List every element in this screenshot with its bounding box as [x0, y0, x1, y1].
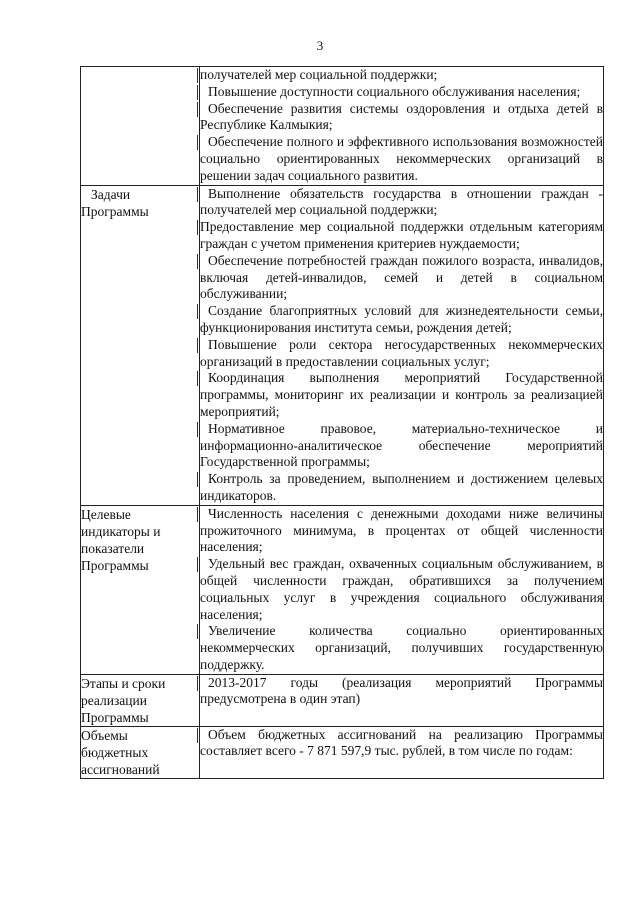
label-line: ассигнований — [81, 761, 160, 777]
table-row — [81, 505, 604, 674]
program-passport-table — [80, 66, 604, 779]
row-label — [81, 505, 200, 674]
label-line: Целевые — [81, 506, 131, 522]
table-row — [81, 185, 604, 505]
table-row — [81, 726, 604, 778]
row-label — [81, 726, 200, 778]
label-line: Программы — [81, 203, 149, 219]
table-row — [81, 67, 604, 186]
paragraph: Создание благоприятных условий для жизнедеятельности семьи, функционирования института семьи, рождения детей; — [200, 303, 603, 335]
table-row — [81, 674, 604, 726]
paragraph: Нормативное правовое, материально-техническое и информационно-аналитическое обеспечение мероприятий Государственной программы; — [200, 420, 603, 470]
row-label — [81, 185, 200, 505]
label-line: индикаторы и — [81, 523, 161, 539]
row-content — [200, 674, 604, 726]
label-line: Программы — [81, 557, 149, 573]
paragraph: Повышение роли сектора негосударственных некоммерческих организаций в предоставлении социальных услуг; — [200, 336, 603, 369]
label-line: бюджетных — [81, 744, 149, 760]
paragraph: Обеспечение полного и эффективного использования возможностей социально ориентированных некоммерческих организаций в решении задач социального развития. — [200, 134, 603, 183]
paragraph: Координация выполнения мероприятий Государственной программы, мониторинг их реализации и контроль за реализацией мероприятий; — [200, 370, 603, 419]
paragraph: Объем бюджетных ассигнований на реализацию Программы составляет всего - 7 871 597,9 тыс. рублей, в том числе по годам: — [200, 726, 603, 759]
label-line: Задачи — [91, 186, 131, 202]
label-line: реализации — [81, 692, 147, 708]
label-line: Объемы — [81, 727, 128, 743]
row-content — [200, 726, 604, 778]
row-content — [200, 67, 604, 186]
paragraph: 2013-2017 годы (реализация мероприятий Программы предусмотрена в один этап) — [200, 674, 603, 707]
label-line: показатели — [81, 540, 145, 556]
row-content — [200, 505, 604, 674]
paragraph: Контроль за проведением, выполнением и достижением целевых индикаторов. — [200, 471, 603, 503]
paragraph: Предоставление мер социальной поддержки отдельным категориям граждан с учетом применения критериев нуждаемости; — [200, 219, 603, 251]
paragraph: Удельный вес граждан, охваченных социальным обслуживанием, в общей численности граждан, обратившихся за получением социальных услуг в учреждения социального обслуживания населения; — [200, 556, 603, 622]
paragraph: Повышение доступности социального обслуживания населения; — [200, 84, 603, 101]
paragraph: получателей мер социальной поддержки; — [200, 67, 603, 84]
page-number: 3 — [316, 38, 324, 53]
paragraph: Численность населения с денежными доходами ниже величины прожиточного минимума, в процентах от общей численности населения; — [200, 505, 603, 555]
paragraph: Увеличение количества социально ориентированных некоммерческих организаций, получивших государственную поддержку. — [200, 623, 603, 672]
paragraph: Выполнение обязательств государства в отношении граждан - получателей мер социальной поддержки; — [200, 185, 603, 218]
paragraph: Обеспечение потребностей граждан пожилого возраста, инвалидов, включая детей-инвалидов, семей и детей в социальном обслуживании; — [200, 252, 603, 302]
label-line: Программы — [81, 709, 149, 725]
row-label — [81, 674, 200, 726]
row-content — [200, 185, 604, 505]
paragraph: Обеспечение развития системы оздоровления и отдыха детей в Республике Калмыкия; — [200, 100, 603, 133]
row-label — [81, 67, 200, 186]
label-line: Этапы и сроки — [81, 675, 166, 691]
